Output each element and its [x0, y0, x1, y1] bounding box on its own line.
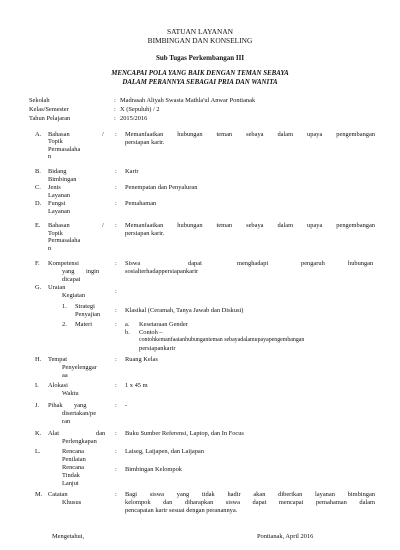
item-colon: :	[115, 321, 117, 328]
item-label: n	[48, 153, 52, 160]
item-label: yang	[74, 402, 87, 409]
item-label: Bahasan	[48, 131, 70, 138]
item-value: Bimbingan Kelompok	[125, 466, 182, 473]
item-label: Penyelenggar	[62, 364, 97, 371]
item-value-word: pengaruh	[301, 260, 325, 267]
item-label: dan	[96, 430, 106, 437]
item-colon: :	[115, 222, 117, 229]
title-line-1: SATUAN LAYANAN	[166, 27, 234, 36]
item-value: Penempatan dan Penyaluran	[125, 184, 198, 191]
item-label: ingin	[86, 268, 100, 275]
identity-value: 2015/2016	[120, 115, 148, 122]
item-label: Catatan	[48, 491, 68, 498]
item-value: Memanfaatkan hubungan teman sebaya dalam upaya pengembangan	[125, 131, 375, 138]
item-label: Kegiatan	[62, 292, 86, 299]
sub-number: 1.	[62, 303, 67, 310]
item-label: ran	[62, 418, 71, 425]
item-colon: :	[115, 168, 117, 175]
item-label: disertakan/pe	[62, 410, 97, 417]
item-label: Fungsi	[48, 200, 66, 207]
sub-number: 2.	[62, 321, 67, 328]
item-value: Buku Sumber Referensi, Laptop, dan In Focus	[125, 430, 244, 437]
item-letter: J.	[35, 402, 40, 409]
item-value-word: dapat	[188, 260, 202, 267]
item-slash: /	[102, 222, 104, 229]
identity-label: Sekolah	[29, 97, 50, 104]
item-label: Lanjut	[62, 480, 79, 487]
item-value: Karir	[125, 168, 139, 175]
item-letter: C.	[35, 184, 41, 191]
item-label: Permasalaha	[48, 146, 81, 153]
item-value: persiapan karir.	[125, 139, 165, 146]
item-label: Uraian	[48, 284, 66, 291]
item-label: Layanan	[48, 192, 70, 199]
title-line-2: BIMBINGAN DAN KONSELING	[147, 36, 253, 45]
identity-label: Kelas/Semester	[29, 106, 69, 113]
theme-line-1: MENCAPAI POLA YANG BAIK DENGAN TEMAN SEBAYA	[111, 70, 289, 77]
item-value: Laiseg, Laijapen, dan Laijapan	[125, 448, 204, 455]
item-label: Jenis	[48, 184, 61, 191]
item-label: Topik	[48, 138, 63, 145]
item-label: Rencana	[62, 464, 84, 471]
item-label: Pihak	[48, 402, 63, 409]
item-value: Klasikal (Ceramah, Tanya Jawab dan Diskusi)	[125, 307, 244, 314]
item-colon: :	[115, 402, 117, 409]
item-letter: I.	[35, 382, 39, 389]
footer-place-date: Pontianak, April 2016	[257, 533, 314, 540]
list-marker: b.	[125, 329, 130, 336]
item-colon: :	[115, 184, 117, 191]
item-label: aa	[62, 372, 68, 379]
item-label: Rencana	[62, 448, 84, 455]
item-colon: :	[115, 260, 117, 267]
item-label: Permasalaha	[48, 237, 81, 244]
item-letter: H.	[35, 356, 42, 363]
identity-label: Tahun Pelajaran	[29, 115, 71, 122]
item-letter: K.	[35, 430, 42, 437]
identity-colon: :	[114, 115, 116, 122]
item-colon: :	[115, 307, 117, 314]
item-letter: L.	[35, 448, 41, 455]
sub-label: Penyajian	[75, 311, 101, 318]
list-item: Kesetaraan Gender	[139, 321, 188, 328]
identity-colon: :	[114, 97, 116, 104]
item-label: Alokasi	[48, 382, 68, 389]
item-value: sosialterhadappersiapankarir	[125, 268, 199, 275]
item-label: Waktu	[62, 390, 79, 397]
sub-label: Materi	[75, 321, 93, 328]
item-letter: F.	[35, 260, 40, 267]
item-letter: G.	[35, 284, 42, 291]
item-label: Bahasan	[48, 222, 70, 229]
item-value: Memanfaatkan hubungan teman sebaya dalam upaya pengembangan	[125, 222, 375, 229]
list-item: Contoh –	[139, 329, 163, 336]
item-label: n	[48, 245, 52, 252]
list-item-cont: persiapankarir	[139, 345, 176, 352]
item-colon: :	[115, 382, 117, 389]
item-label: Layanan	[48, 208, 70, 215]
item-colon: :	[115, 448, 117, 455]
item-value: -	[125, 402, 128, 409]
item-value-word: Siswa	[125, 260, 141, 267]
item-label: Tempat	[48, 356, 68, 363]
footer-acknowledge: Mengetahui,	[52, 533, 85, 540]
item-label: Penilaian	[62, 456, 86, 463]
item-colon: :	[115, 288, 117, 295]
item-slash: /	[102, 131, 104, 138]
item-colon: :	[115, 200, 117, 207]
item-colon: :	[115, 131, 117, 138]
item-value: 1 x 45 m	[125, 382, 148, 389]
item-letter: D.	[35, 200, 42, 207]
item-label: Tindak	[62, 472, 80, 479]
sub-label: Strategi	[75, 303, 95, 310]
list-item-cont: contohkemanfaatanhubunganteman sebayadalamupayapengembangan	[139, 337, 305, 343]
identity-value: X (Sepuluh) / 2	[120, 106, 160, 113]
item-value: kelompok dan diharapkan siswa dapat mencapai pemahaman dalam	[125, 499, 375, 506]
item-label: Kompetensi	[48, 260, 79, 267]
item-value: pencapaian karir sesuai dengan peranannya.	[125, 507, 238, 514]
item-label: Alat	[48, 430, 60, 437]
item-letter: E.	[35, 222, 41, 229]
list-marker: a.	[125, 321, 130, 328]
item-label: Topik	[48, 230, 63, 237]
identity-value: Madrasah Aliyah Swasta Mathla'ul Anwar Pontianak	[120, 97, 256, 104]
item-label: Perlengkapan	[62, 438, 97, 445]
item-label: Khusus	[62, 499, 82, 506]
item-value: Bagi siswa yang tidak hadir akan diberikan layanan bimbingan	[125, 491, 375, 498]
item-letter: A.	[35, 131, 42, 138]
item-value-word: hubungan	[348, 260, 374, 267]
item-value: persiapan karir.	[125, 230, 165, 237]
theme-line-2: DALAM PERANNYA SEBAGAI PRIA DAN WANITA	[122, 79, 278, 86]
item-colon: :	[115, 491, 117, 498]
identity-colon: :	[114, 106, 116, 113]
item-colon: :	[115, 356, 117, 363]
item-value: Pemahaman	[125, 200, 157, 207]
item-label: dicapai	[62, 276, 81, 283]
item-label: yang	[62, 268, 75, 275]
item-colon: :	[115, 466, 117, 473]
item-letter: B.	[35, 168, 41, 175]
item-label: Bimbingan	[48, 176, 77, 183]
item-value: Ruang Kelas	[125, 356, 158, 363]
item-label: Bidang	[48, 168, 67, 175]
item-value-word: menghadapi	[237, 260, 269, 267]
subtitle: Sub Tugas Perkembangan III	[155, 54, 245, 62]
item-letter: M.	[35, 491, 43, 498]
item-colon: :	[115, 430, 117, 437]
